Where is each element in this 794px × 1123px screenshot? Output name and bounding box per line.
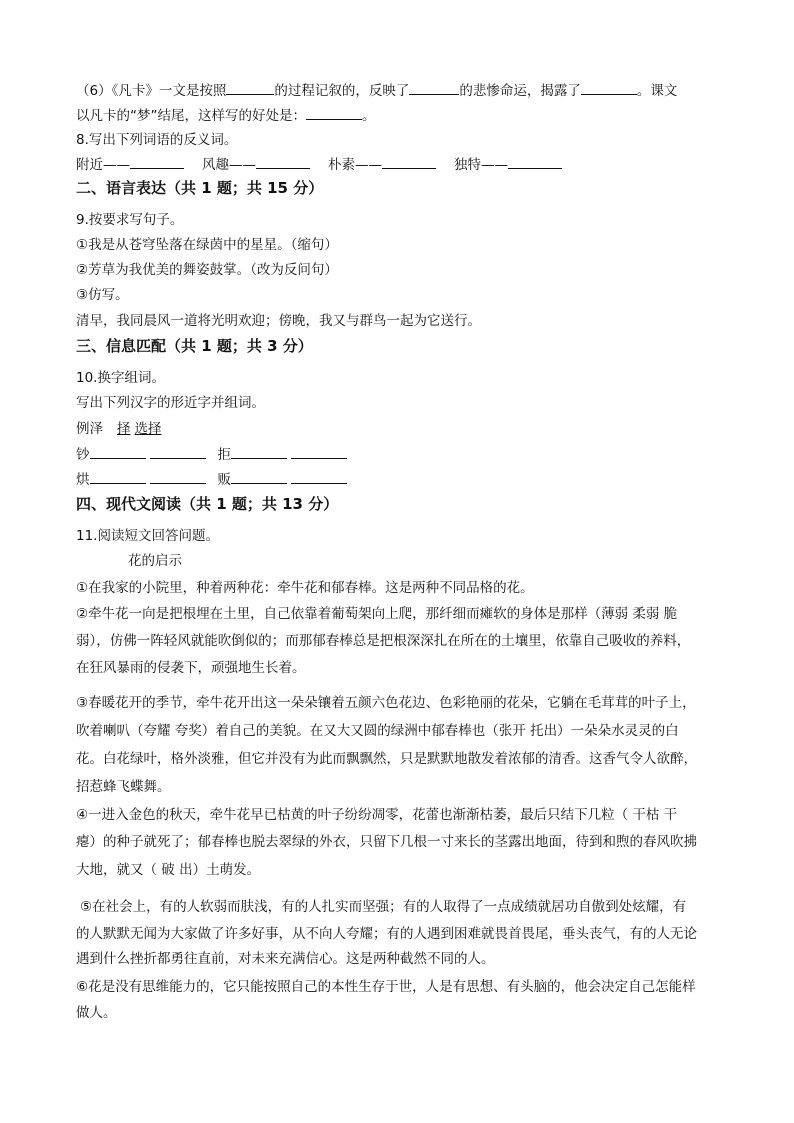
answer-blank[interactable] [231,444,287,459]
section-heading-2: 二、语言表达（共 1 题；共 15 分） [76,179,324,197]
q7-text-b: 的过程记叙的，反映了 [274,83,410,99]
passage-paragraph-5-line-3: 遇到什么挫折都勇往直前，对未来充满信心。这是两种截然不同的人。 [76,951,495,967]
answer-blank[interactable] [306,105,362,120]
q9-item-3: ③仿写。 [76,287,129,303]
q7-text-f: 。 [362,108,376,124]
q8-item-1: 附近—— [76,157,130,173]
passage-paragraph-5-line-1: ⑤在社会上，有的人软弱而肤浅，有的人扎实而坚强；有的人取得了一点成绩就居功自傲到处炫耀，有 [80,899,687,915]
q10-example-label: 例泽 [76,421,103,437]
passage-paragraph-2-line-3: 在狂风暴雨的侵袭下，顽强地生长着。 [76,660,306,676]
passage-paragraph-6-line-2: 做人。 [76,1005,117,1021]
passage-paragraph-4-line-3: 大地，就又（ 破 出）土萌发。 [76,862,261,878]
q10-char-4: 贩 [217,472,231,488]
q10-example-word: 选择 [134,421,162,437]
q7-text-a: （6）《凡卡》一文是按照 [76,83,227,99]
passage-paragraph-3-line-3: 花。白花绿叶，格外淡雅，但它并没有为此而飘飘然，只是默默地散发着浓郁的清香。这香气令人欲醉， [76,751,697,767]
q11-title: 11.阅读短文回答问题。 [76,528,219,544]
passage-paragraph-6-line-1: ⑥花是没有思维能力的，它只能按照自己的本性生存于世，人是有思想、有头脑的，他会决定自己怎能样 [76,979,696,995]
answer-blank[interactable] [226,80,274,95]
q7-line-2 [76,105,376,126]
passage-paragraph-5-line-2: 的人默默无闻为大家做了许多好事，从不向人夸耀；有的人遇到困难就畏首畏尾，垂头丧气，有的人无论 [76,926,697,942]
q8-item-4: 独特—— [454,157,508,173]
q10-char-3: 烘 [76,472,90,488]
q7-text-e: 以凡卡的“梦”结尾，这样写的好处是： [76,108,306,124]
passage-paragraph-1: ①在我家的小院里，种着两种花：牵牛花和郁春棒。这是两种不同品格的花。 [76,580,534,596]
answer-blank[interactable] [291,444,347,459]
answer-blank[interactable] [90,444,146,459]
q10-row-1 [76,444,347,465]
q10-char-2: 拒 [217,447,231,463]
answer-blank[interactable] [256,154,310,169]
answer-blank[interactable] [150,444,206,459]
answer-blank[interactable] [291,469,347,484]
answer-blank[interactable] [382,154,436,169]
q7-text-c: 的悲惨命运，揭露了 [459,83,581,99]
passage-paragraph-3-line-2: 吹着喇叭（夸耀 夸奖）着自己的美貌。在又大又圆的绿洲中郁春棒也（张开 托出）一朵朵水灵灵的白 [76,723,679,739]
q8-items [76,154,562,175]
passage-heading: 花的启示 [128,553,182,569]
answer-blank[interactable] [409,80,459,95]
q7-text-d: 。课文 [636,83,678,99]
answer-blank[interactable] [90,469,146,484]
q10-example [76,419,162,439]
answer-blank[interactable] [130,154,184,169]
q9-item-4: 清早，我同晨风一道将光明欢迎；傍晚，我又与群鸟一起为它送行。 [76,313,481,329]
answer-blank[interactable] [581,80,637,95]
q10-example-char: 择 [117,421,131,437]
q8-item-3: 朴素—— [328,157,382,173]
q10-subtitle: 写出下列汉字的形近字并组词。 [76,395,265,411]
q9-title: 9.按要求写句子。 [76,212,184,228]
passage-paragraph-4-line-1: ④一进入金色的秋天，牵牛花早已枯黄的叶子纷纷凋零，花蕾也渐渐枯萎，最后只结下几粒（ 干枯 干 [76,807,678,823]
answer-blank[interactable] [508,154,562,169]
passage-paragraph-3-line-1: ③春暖花开的季节，牵牛花开出这一朵朵镶着五颜六色花边、色彩艳丽的花朵，它躺在毛茸茸的叶子上， [76,695,696,711]
q7-line-1 [76,80,677,101]
passage-paragraph-3-line-4: 招惹蜂飞蝶舞。 [76,779,171,795]
passage-paragraph-2-line-2: 弱），仿佛一阵轻风就能吹倒似的；而那郁春棒总是把根深深扎在所在的土壤里，依靠自己吸收的养料， [76,633,691,649]
q10-title: 10.换字组词。 [76,370,165,386]
answer-blank[interactable] [231,469,287,484]
q9-item-1: ①我是从苍穹坠落在绿茵中的星星。（缩句） [76,237,338,253]
passage-paragraph-2-line-1: ②牵牛花一向是把根埋在土里，自己依靠着葡萄架向上爬，那纤细而瘫软的身体是那样（薄弱 柔弱 脆 [76,606,678,622]
q9-item-2: ②芳草为我优美的舞姿鼓掌。（改为反问句） [76,262,338,278]
section-heading-4: 四、现代文阅读（共 1 题；共 13 分） [76,495,339,513]
q10-row-2 [76,469,347,490]
answer-blank[interactable] [150,469,206,484]
q8-item-2: 风趣—— [202,157,256,173]
section-heading-3: 三、信息匹配（共 1 题；共 3 分） [76,337,313,355]
passage-paragraph-4-line-2: 瘪）的种子就死了；郁春棒也脱去翠绿的外衣，只留下几根一寸来长的茎露出地面，待到和煦的春风吹拂 [76,834,697,850]
q8-title: 8.写出下列词语的反义词。 [76,132,238,148]
q10-char-1: 钞 [76,447,90,463]
